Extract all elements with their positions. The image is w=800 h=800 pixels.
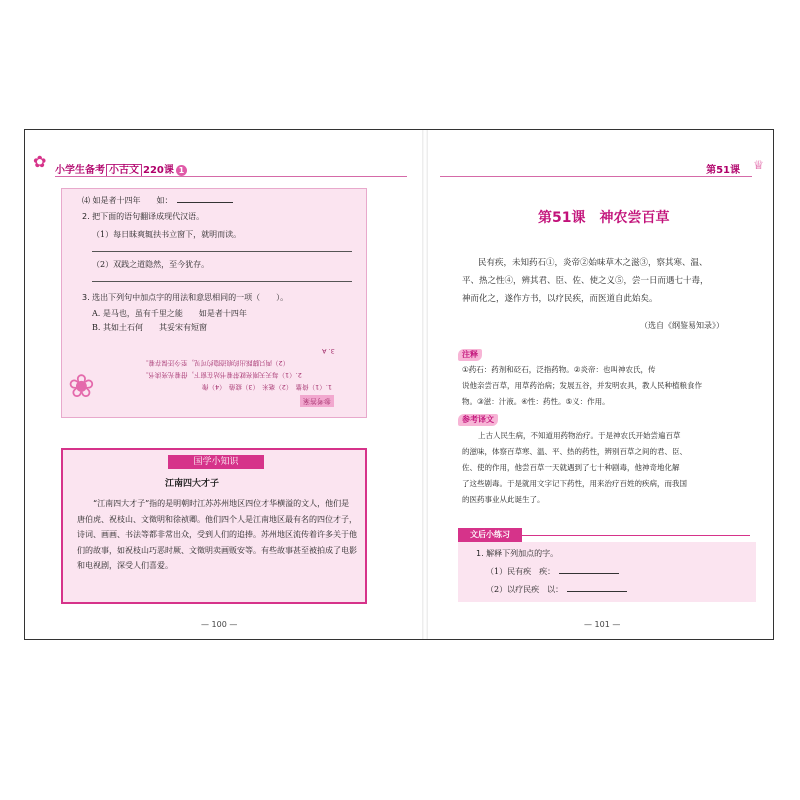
exercise-question-1: 1. 解释下列加点的字。 xyxy=(476,549,559,558)
note-line: 说他亲尝百草，用草药治病；发展五谷，并发明农具，教人民种植粮食作 xyxy=(462,381,702,390)
answer-line xyxy=(92,281,352,282)
exercise-bar xyxy=(458,528,756,542)
header-rule xyxy=(440,176,752,177)
page-number-right: — 101 — xyxy=(584,620,621,629)
answer-line-flipped: 2.（1）每天天刚亮就带着书站在窗下，借着光亮读书。 xyxy=(142,371,302,379)
right-page xyxy=(428,130,774,639)
q3-prompt: 3. 选出下列句中加点字的用法和意思相同的一项（ ）。 xyxy=(82,293,289,302)
answer-line-flipped: 1.（1）倚靠 （2）毫米 （3）疲倦 （4）像 xyxy=(202,383,332,391)
exercise-box xyxy=(61,188,367,418)
header-badge: 1 xyxy=(176,165,187,176)
answer-line xyxy=(92,251,352,252)
notes-body xyxy=(462,362,752,410)
note-line: ①药石：药剂和砭石，泛指药物。②炎帝：也叫神农氏，传 xyxy=(462,365,656,374)
translation-body xyxy=(462,428,752,508)
exercise-tag: 文后小练习 xyxy=(458,528,522,542)
book-spread xyxy=(24,129,774,640)
left-page xyxy=(25,130,422,639)
header-rule xyxy=(55,176,407,177)
translation-tag: 参考译文 xyxy=(458,414,498,426)
flower-ornament-icon: ❀ xyxy=(68,367,95,405)
translation-line: 的滋味，体察百草寒、温、平、热的药性，辨别百草之间的君、臣、 xyxy=(462,447,687,456)
q1-item: ⑷ 如是者十四年 如： xyxy=(82,195,233,206)
notes-tag: 注释 xyxy=(458,349,482,361)
knowledge-tag: 国学小知识 xyxy=(168,455,264,469)
exercise-box xyxy=(458,542,756,602)
page-number-left: — 100 — xyxy=(201,620,238,629)
text-line: 神而化之，遂作方书，以疗民疾，而医道自此始矣。 xyxy=(462,294,658,304)
crown-ornament-icon: ♕ xyxy=(753,158,764,172)
right-page-header: 第51课 xyxy=(706,165,740,176)
note-line: 物。③滋：汁液。④性：药性。⑤义：作用。 xyxy=(462,397,610,406)
answer-line-flipped: （2）两只脚踩出的痕迹隐约可见，至今还保存着。 xyxy=(142,359,290,367)
knowledge-box xyxy=(61,448,367,604)
knowledge-title: 江南四大才子 xyxy=(165,479,220,489)
answer-tag-flipped: 参考答案 xyxy=(300,395,334,407)
classical-text xyxy=(462,254,752,308)
lesson-title: 第51课 神农尝百草 xyxy=(538,210,670,226)
exercise-rule xyxy=(522,535,750,536)
translation-line: 上古人民生病，不知道用药物治疗。于是神农氏开始尝遍百草 xyxy=(478,431,681,440)
left-page-header xyxy=(55,161,187,176)
knowledge-body: “江南四大才子”指的是明朝时江苏苏州地区四位才华横溢的文人，他们是唐伯虎、祝枝山、文徵明和徐祯卿。他们四个人是江南地区最有名的四位才子，诗词、画画、书法等都非常出众，受到人们的追捧。苏州地区流传着许多关于他们的故事，如祝枝山巧恶时厥、文徵明卖画贩安等。有些故事甚至被拍成了电影和电视剧，深受人们喜爱。 xyxy=(77,499,357,570)
translation-line: 了这些剧毒。于是就用文字记下药性，用来治疗百姓的疾病，而我国 xyxy=(462,479,687,488)
header-suffix: 220课 xyxy=(143,165,174,176)
q3-option-b: B. 其如土石何 其妥宋有短窗 xyxy=(92,323,207,332)
translation-line: 的医药事业从此诞生了。 xyxy=(462,495,545,504)
text-source: （选自《纲鉴易知录》） xyxy=(640,321,724,330)
header-boxed-text: 小古文 xyxy=(106,164,142,177)
flower-ornament-icon: ✿ xyxy=(33,152,47,171)
header-prefix: 小学生备考 xyxy=(55,165,105,176)
exercise-item-2: （2）以疗民疾 以： xyxy=(486,584,627,595)
q2-item-2: （2）双践之道隐然，至今犹存。 xyxy=(92,260,210,269)
q3-option-a: A. 是马也，虽有千里之能 如是者十四年 xyxy=(92,309,247,318)
translation-line: 佐、使的作用，他尝百草一天就遇到了七十种剧毒，他神奇地化解 xyxy=(462,463,680,472)
text-line: 平、热之性④，辨其君、臣、佐、使之义⑤，尝一日而遇七十毒， xyxy=(462,276,709,286)
q2-prompt: 2. 把下面的语句翻译成现代汉语。 xyxy=(82,212,205,221)
exercise-item-1: （1）民有疾 疾： xyxy=(486,566,619,577)
q2-item-1: （1）每日昧爽辄扶书立窗下，就明而读。 xyxy=(92,230,242,239)
text-line: 民有疾，未知药石①，炎帝②始味草木之滋③，察其寒、温、 xyxy=(478,258,708,268)
answer-line-flipped: 3. A xyxy=(322,347,335,355)
